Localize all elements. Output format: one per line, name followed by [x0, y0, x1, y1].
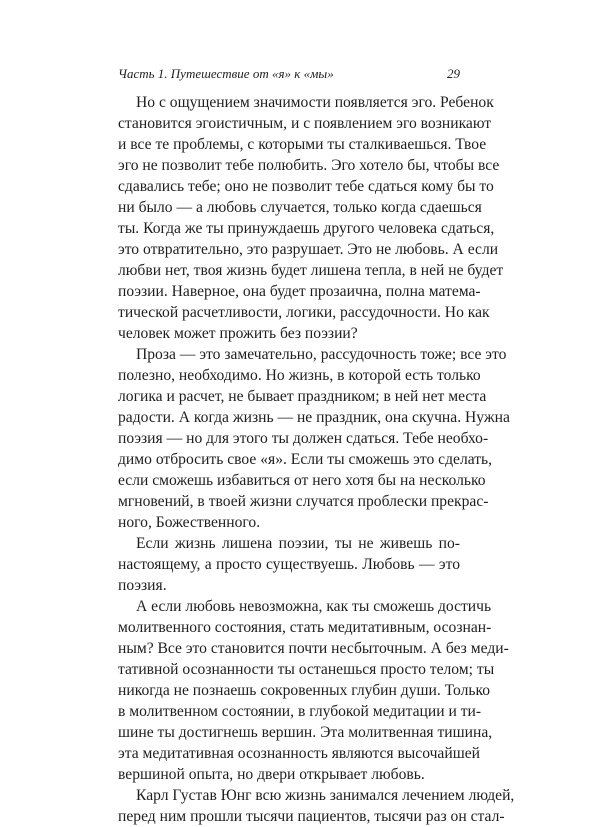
text-line: тической расчетливости, логики, рассудочности. Но как [118, 304, 490, 321]
paragraph [118, 92, 504, 344]
page-number: 29 [447, 66, 460, 81]
text-line: если сможешь избавиться от него хотя бы на несколько [118, 472, 486, 489]
running-title: Часть 1. Путешествие от «я» к «мы» [118, 66, 334, 81]
text-line: димо отбросить свое «я». Если ты сможешь это сделать, [118, 451, 493, 468]
text-line: радости. А когда жизнь — не праздник, она скучна. Нужна [118, 409, 510, 426]
text-line: эго не позволит тебе полюбить. Эго хотело бы, чтобы все [118, 157, 500, 174]
text-line: Но с ощущением значимости появляется эго. Ребенок [136, 94, 494, 111]
text-line: настоящему, а просто существуешь. Любовь — это [118, 556, 460, 573]
paragraph [118, 533, 460, 596]
text-line: поэзия — но для этого ты должен сдаться. Тебе необхо- [118, 430, 489, 447]
text-line: тативной осознанности ты останешься просто телом; ты [118, 661, 495, 678]
body-text [118, 92, 515, 827]
text-line: Проза — это замечательно, рассудочность тоже; все это [136, 346, 507, 363]
text-line: мгновений, в твоей жизни случатся проблески прекрас- [118, 493, 489, 510]
text-line: Если жизнь лишена поэзии, ты не живешь по- [136, 535, 460, 552]
text-line: перед ним прошли тысячи пациентов, тысячи раз он стал- [118, 808, 505, 825]
text-line: ным? Все это становится почти несбыточным. А без меди- [118, 640, 509, 657]
text-line: ни было — а любовь случается, только когда сдаешься [118, 199, 482, 216]
text-line: поэзии. Наверное, она будет прозаична, полна матема- [118, 283, 481, 300]
text-line: в молитвенном состоянии, в глубокой медитации и ти- [118, 703, 482, 720]
text-line: вершиной опыта, но двери открывает любовь. [118, 766, 425, 783]
text-line: становится эгоистичным, и с появлением эго возникают [118, 115, 492, 132]
text-line: никогда не познаешь сокровенных глубин души. Только [118, 682, 491, 699]
text-line: эта медитативная осознанность являются высочайшей [118, 745, 480, 762]
text-line: шине ты достигнешь вершин. Эта молитвенная тишина, [118, 724, 493, 741]
text-line: и все те проблемы, с которыми ты сталкиваешься. Твое [118, 136, 487, 153]
text-line: ного, Божественного. [118, 514, 261, 531]
text-line: это отвратительно, это разрушает. Это не любовь. А если [118, 241, 499, 258]
running-head [118, 64, 460, 84]
text-line: сдавались тебе; оно не позволит тебе сдаться кому бы то [118, 178, 494, 195]
text-line: ты. Когда же ты принуждаешь другого человека сдаться, [118, 220, 495, 237]
text-line: молитвенного состояния, стать медитативным, осознан- [118, 619, 492, 636]
text-line: полезно, необходимо. Но жизнь, в которой есть только [118, 367, 481, 384]
text-line: Карл Густав Юнг всю жизнь занимался лечением людей, [136, 787, 515, 804]
paragraph [118, 596, 509, 785]
text-line: человек может прожить без поэзии? [118, 325, 358, 342]
text-line: А если любовь невозможна, как ты сможешь достичь [136, 598, 492, 615]
text-line: поэзия. [118, 577, 167, 594]
paragraph [118, 344, 510, 533]
text-line: логика и расчет, не бывает праздником; в ней нет места [118, 388, 487, 405]
text-line: любви нет, твоя жизнь будет лишена тепла, в ней не будет [118, 262, 504, 279]
paragraph [118, 785, 515, 827]
